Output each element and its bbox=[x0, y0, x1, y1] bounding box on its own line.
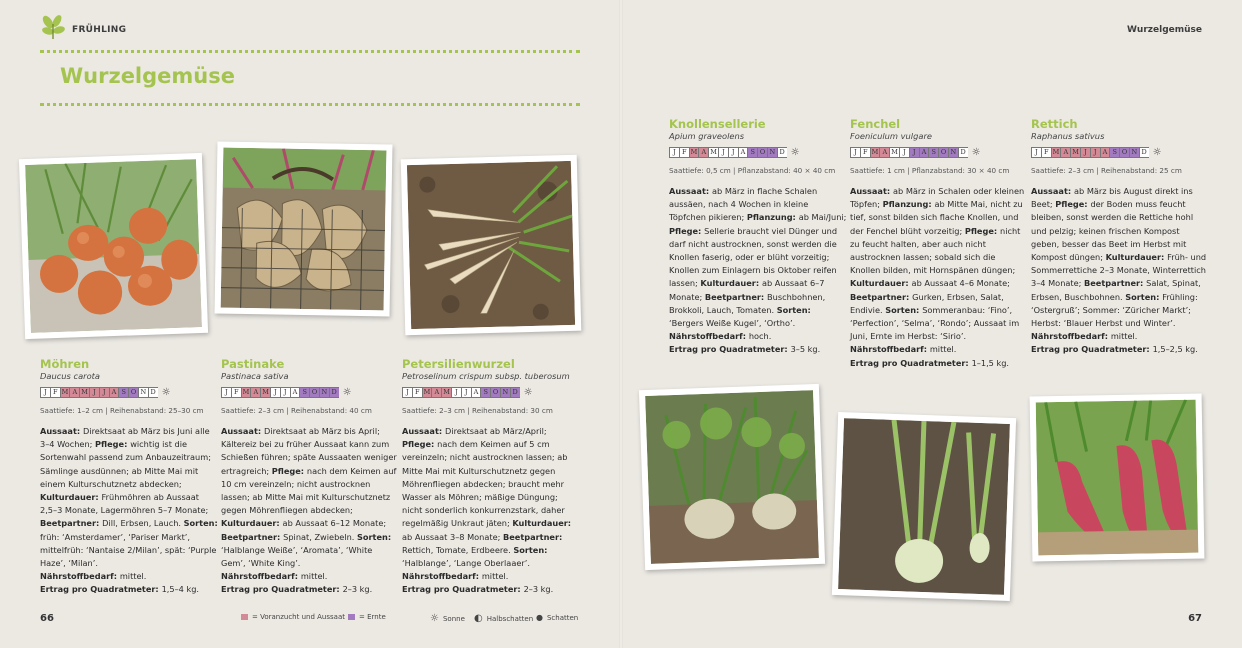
sun-icon: ☼ bbox=[161, 387, 171, 398]
field-text: mittel. bbox=[300, 571, 328, 582]
field-label: Nährstoffbedarf: bbox=[850, 344, 930, 355]
calendar-month: J bbox=[221, 387, 231, 398]
field-label: Nährstoffbedarf: bbox=[221, 571, 301, 582]
calendar-month: M bbox=[708, 147, 718, 158]
calendar-month: N bbox=[319, 387, 329, 398]
field-label: Kulturdauer: bbox=[1105, 252, 1168, 263]
field-text: nach dem Keimen auf 5 cm vereinzeln; nicht austrocknen lassen; ab Mitte Mai mit Kulturschutznetz gegen Möhrenfliegen abdecken; braucht mehr Wasser als Möhren; mäßige Düngung; nicht sonderlich konkurrenzstark, daher regelmäßig Unkraut jäten; bbox=[402, 439, 568, 529]
calendar-month: N bbox=[138, 387, 148, 398]
field-label: Aussaat: bbox=[40, 426, 84, 436]
sun-icon: ☼ bbox=[790, 147, 800, 158]
plant-spacing: Saattiefe: 2–3 cm | Reihenabstand: 40 cm bbox=[221, 406, 372, 415]
calendar-month: M bbox=[441, 387, 451, 398]
calendar-month: J bbox=[270, 387, 280, 398]
field-label: Pflege: bbox=[402, 439, 438, 450]
plant-name: Petersilienwurzel bbox=[402, 357, 515, 371]
field-text: Frühmöhren ab Aussaat 2,5–3 Monate, Lagermöhren 5–7 Monate; bbox=[40, 492, 209, 516]
field-label: Ertrag pro Quadratmeter: bbox=[402, 584, 524, 595]
plant-name: Rettich bbox=[1031, 117, 1078, 131]
calendar-month: N bbox=[767, 147, 777, 158]
field-text: mittel. bbox=[119, 571, 147, 582]
field-label: Beetpartner: bbox=[1084, 278, 1147, 289]
calendar-month: A bbox=[431, 387, 441, 398]
sun-icon: ☼ bbox=[1152, 147, 1162, 158]
field-label: Aussaat: bbox=[402, 426, 446, 436]
plant-latin-name: Daucus carota bbox=[40, 371, 100, 381]
field-label: Beetpartner: bbox=[704, 291, 768, 302]
calendar-month: D bbox=[148, 387, 158, 398]
parsley-root-photo bbox=[401, 155, 582, 336]
plant-description bbox=[1031, 185, 1209, 357]
legend-halbschatten bbox=[474, 613, 533, 624]
field-text: mittel. bbox=[929, 344, 957, 355]
calendar-month: J bbox=[461, 387, 471, 398]
field-text: ab Aussaat 6–12 Monate; bbox=[282, 518, 387, 529]
legend-schatten bbox=[536, 613, 578, 622]
plant-latin-name: Foeniculum vulgare bbox=[850, 131, 932, 141]
field-text: ab März bis August direkt ins Beet; bbox=[1031, 186, 1193, 210]
calendar-month: N bbox=[500, 387, 510, 398]
calendar-month: M bbox=[260, 387, 270, 398]
field-text: Sellerie braucht viel Dünger und darf nicht austrocknen, sonst werden die Knollen faserig, oder er blüht vorzeitig; Knollen zum Einlagern bis Oktober reifen lassen; bbox=[669, 225, 838, 289]
field-text: ‘Bergers Weiße Kugel’, ‘Ortho’. bbox=[669, 318, 796, 329]
field-text: ‘Halblange Weiße’, ‘Aromata’, ‘White Gem’, ‘White King’. bbox=[221, 544, 373, 569]
sun-icon: ☼ bbox=[342, 387, 352, 398]
legend-vorzucht bbox=[241, 613, 345, 621]
field-text: 3–5 kg. bbox=[790, 344, 821, 355]
field-text: nicht zu feucht halten, aber auch nicht austrocknen lassen; sobald sich die Knollen bilden, mit Hornspänen düngen; bbox=[850, 225, 1021, 276]
calendar-month: S bbox=[747, 147, 757, 158]
calendar-month: N bbox=[1129, 147, 1139, 158]
plant-entry bbox=[1031, 117, 1209, 357]
field-label: Nährstoffbedarf: bbox=[669, 331, 749, 342]
calendar-month: J bbox=[40, 387, 50, 398]
plant-entry bbox=[221, 357, 399, 597]
plant-description bbox=[669, 185, 847, 357]
field-text: Direktsaat ab März bis Juni alle 3–4 Wochen; bbox=[40, 426, 210, 450]
calendar-month: J bbox=[89, 387, 99, 398]
dotted-divider-bottom bbox=[40, 103, 580, 106]
field-label: Ertrag pro Quadratmeter: bbox=[669, 344, 791, 355]
calendar-month: J bbox=[451, 387, 461, 398]
fennel-photo bbox=[832, 412, 1016, 601]
plant-entry bbox=[402, 357, 580, 597]
field-label: Kulturdauer: bbox=[221, 518, 283, 529]
calendar-month: A bbox=[1100, 147, 1110, 158]
calendar-month: A bbox=[250, 387, 260, 398]
field-text: ab Aussaat 3–8 Monate; bbox=[402, 531, 503, 542]
calendar-month: N bbox=[948, 147, 958, 158]
calendar-month: J bbox=[1080, 147, 1090, 158]
calendar-month: J bbox=[1090, 147, 1100, 158]
page-number-left: 66 bbox=[40, 613, 54, 624]
book-gutter bbox=[619, 0, 623, 648]
field-label: Sorten: bbox=[776, 304, 811, 315]
sowing-calendar bbox=[669, 147, 847, 158]
calendar-month: S bbox=[118, 387, 128, 398]
calendar-month: S bbox=[480, 387, 490, 398]
field-text: mittel. bbox=[1110, 331, 1138, 342]
dotted-divider-top bbox=[40, 50, 580, 53]
field-label: Beetpartner: bbox=[503, 531, 563, 542]
field-text: ab Mitte Mai, nicht zu tief, sonst bilden sich flache Knollen, und der Fenchel blüht vorzeitig; bbox=[850, 199, 1023, 236]
calendar-month: O bbox=[309, 387, 319, 398]
field-text: mittel. bbox=[481, 571, 509, 582]
field-label: Pflege: bbox=[271, 465, 307, 476]
calendar-month: O bbox=[938, 147, 948, 158]
plant-entry bbox=[669, 117, 847, 357]
field-label: Pflege: bbox=[95, 439, 131, 450]
calendar-month: J bbox=[669, 147, 679, 158]
calendar-month: M bbox=[422, 387, 432, 398]
calendar-month: J bbox=[402, 387, 412, 398]
legend-ernte bbox=[348, 613, 386, 621]
field-text: Frühling: ‘Ostergruß’; Sommer: ‘Züricher Markt’; Herbst: ‘Blauer Herbst und Winter’. bbox=[1031, 291, 1198, 329]
calendar-month: J bbox=[1031, 147, 1041, 158]
field-label: Pflege: bbox=[964, 225, 1001, 236]
calendar-month: O bbox=[128, 387, 138, 398]
field-label: Ertrag pro Quadratmeter: bbox=[850, 357, 972, 368]
field-text: ab März in flache Schalen aussäen, nach 4 Wochen in kleine Töpfchen pikieren; bbox=[669, 186, 818, 223]
plant-latin-name: Petroselinum crispum subsp. tuberosum bbox=[402, 371, 570, 381]
field-label: Nährstoffbedarf: bbox=[40, 571, 120, 582]
field-label: Aussaat: bbox=[1031, 186, 1075, 196]
field-label: Beetpartner: bbox=[221, 531, 284, 542]
field-label: Beetpartner: bbox=[850, 291, 913, 302]
calendar-month: M bbox=[1070, 147, 1080, 158]
calendar-month: M bbox=[889, 147, 899, 158]
field-text: 1,5–2,5 kg. bbox=[1152, 344, 1198, 355]
plant-description bbox=[40, 425, 218, 597]
plant-latin-name: Apium graveolens bbox=[669, 131, 745, 141]
field-text: nach dem Keimen auf 10 cm vereinzeln; nicht austrocknen lassen; ab Mitte Mai mit Kulturschutznetz gegen Möhrenfliegen abdecken; bbox=[221, 465, 397, 516]
calendar-month: M bbox=[689, 147, 699, 158]
calendar-month: A bbox=[109, 387, 119, 398]
field-label: Aussaat: bbox=[850, 186, 894, 196]
field-label: Kulturdauer: bbox=[512, 518, 572, 529]
field-text: wichtig ist die Sortenwahl passend zum Anbauzeitraum; Sämlinge ausdünnen; ab Mitte Mai mit einem Kulturschutznetz abdecken; bbox=[40, 439, 211, 489]
field-text: Salat, Spinat, Erbsen, Buschbohnen. bbox=[1031, 278, 1201, 302]
field-label: Sorten: bbox=[513, 544, 548, 555]
calendar-month: F bbox=[679, 147, 689, 158]
plant-spacing: Saattiefe: 0,5 cm | Pflanzabstand: 40 × 40 cm bbox=[669, 166, 836, 175]
field-text: Sommeranbau: ‘Fino’, ‘Perfection’, ‘Selma’, ‘Rondo’; Aussaat im Juni, Ernte im Herbst: ‘Sirio’. bbox=[850, 304, 1020, 342]
field-text: Rettich, Tomate, Erdbeere. bbox=[402, 544, 514, 555]
plant-entry bbox=[850, 117, 1028, 370]
legend-vorzucht-label: = Voranzucht und Aussaat bbox=[252, 613, 345, 621]
calendar-month: A bbox=[1060, 147, 1070, 158]
shade-icon: ● bbox=[536, 613, 543, 622]
field-text: der Boden muss feucht bleiben, sonst werden die Rettiche hohl und pelzig; keinen frischen Kompost geben, besser das Beet im Herbst mit Kompost düngen; bbox=[1031, 199, 1194, 263]
field-text: Direktsaat ab März bis April; Kältereiz bei zu früher Aussaat kann zum Schießen führen; späte Aussaaten weniger ertragreich; bbox=[221, 426, 397, 476]
field-label: Aussaat: bbox=[669, 186, 713, 196]
plant-name: Knollensellerie bbox=[669, 117, 766, 131]
plant-latin-name: Raphanus sativus bbox=[1031, 131, 1105, 141]
parsnip-basket-photo bbox=[215, 141, 393, 316]
calendar-month: A bbox=[879, 147, 889, 158]
calendar-month: S bbox=[1109, 147, 1119, 158]
sowing-calendar bbox=[40, 387, 218, 398]
sowing-calendar bbox=[221, 387, 399, 398]
calendar-month: D bbox=[329, 387, 339, 398]
calendar-month: F bbox=[231, 387, 241, 398]
calendar-month: A bbox=[698, 147, 708, 158]
calendar-month: J bbox=[280, 387, 290, 398]
celeriac-photo bbox=[639, 384, 825, 570]
plant-description bbox=[850, 185, 1028, 370]
plant-entry bbox=[40, 357, 218, 597]
field-text: 1,5–4 kg. bbox=[161, 584, 200, 595]
page-number-right: 67 bbox=[1188, 613, 1202, 624]
field-label: Kulturdauer: bbox=[850, 278, 912, 289]
calendar-month: O bbox=[757, 147, 767, 158]
calendar-month: F bbox=[50, 387, 60, 398]
running-header: Wurzelgemüse bbox=[1127, 25, 1202, 35]
calendar-month: A bbox=[919, 147, 929, 158]
calendar-month: D bbox=[777, 147, 787, 158]
legend-schatten-label: Schatten bbox=[546, 613, 579, 622]
radish-photo bbox=[1030, 394, 1205, 562]
legend-sonne-label: Sonne bbox=[442, 614, 465, 623]
calendar-month: M bbox=[79, 387, 89, 398]
sowing-calendar bbox=[850, 147, 1028, 158]
plant-spacing: Saattiefe: 1–2 cm | Reihenabstand: 25–30 cm bbox=[40, 406, 204, 415]
calendar-month: J bbox=[850, 147, 860, 158]
field-label: Pflege: bbox=[1055, 199, 1091, 210]
field-text: ab Mai/Juni; bbox=[798, 212, 847, 223]
field-label: Pflanzung: bbox=[882, 199, 935, 210]
calendar-month: S bbox=[299, 387, 309, 398]
field-text: Dill, Erbsen, Lauch. bbox=[102, 518, 184, 529]
sun-icon: ☼ bbox=[430, 613, 439, 624]
calendar-month: F bbox=[412, 387, 422, 398]
calendar-month: A bbox=[290, 387, 300, 398]
calendar-month: A bbox=[471, 387, 481, 398]
leaf-icon bbox=[40, 14, 66, 40]
half-shade-icon: ◐ bbox=[474, 613, 483, 624]
calendar-month: F bbox=[1041, 147, 1051, 158]
plant-description bbox=[402, 425, 580, 597]
field-label: Ertrag pro Quadratmeter: bbox=[1031, 344, 1153, 355]
plant-name: Pastinake bbox=[221, 357, 285, 371]
field-text: Gurken, Erbsen, Salat, Endivie. bbox=[850, 291, 1004, 315]
field-text: ab März in Schalen oder kleinen Töpfen; bbox=[850, 186, 1025, 210]
calendar-month: D bbox=[958, 147, 968, 158]
calendar-month: J bbox=[909, 147, 919, 158]
sun-icon: ☼ bbox=[523, 387, 533, 398]
field-label: Ertrag pro Quadratmeter: bbox=[40, 584, 162, 595]
field-text: Spinat, Zwiebeln. bbox=[283, 531, 357, 542]
plant-spacing: Saattiefe: 1 cm | Pflanzabstand: 30 × 40 cm bbox=[850, 166, 1010, 175]
field-label: Beetpartner: bbox=[40, 518, 103, 529]
legend-sonne bbox=[430, 613, 465, 624]
field-label: Kulturdauer: bbox=[40, 492, 102, 503]
calendar-month: S bbox=[928, 147, 938, 158]
ernte-swatch bbox=[348, 614, 355, 620]
field-text: ab Aussaat 6–7 Monate; bbox=[669, 278, 825, 302]
legend-ernte-label: = Ernte bbox=[359, 613, 386, 621]
calendar-month: D bbox=[1139, 147, 1149, 158]
field-label: Aussaat: bbox=[221, 426, 265, 436]
field-label: Nährstoffbedarf: bbox=[1031, 331, 1111, 342]
calendar-month: M bbox=[60, 387, 70, 398]
calendar-month: D bbox=[510, 387, 520, 398]
calendar-month: M bbox=[870, 147, 880, 158]
vorzucht-swatch bbox=[241, 614, 248, 620]
calendar-month: J bbox=[718, 147, 728, 158]
calendar-month: M bbox=[241, 387, 251, 398]
calendar-month: O bbox=[490, 387, 500, 398]
season-label: FRÜHLING bbox=[72, 25, 127, 35]
field-text: Direktsaat ab März/April; bbox=[445, 426, 547, 436]
page-title: Wurzelgemüse bbox=[60, 64, 235, 88]
field-text: ab Aussaat 4–6 Monate; bbox=[911, 278, 1010, 289]
carrots-photo bbox=[19, 153, 208, 339]
field-label: Sorten: bbox=[885, 304, 923, 315]
field-text: früh: ‘Amsterdamer’, ‘Pariser Markt’, mittelfrüh: ‘Nantaise 2/Milan’, spät: ‘Purple Haze’, ‘Milan’. bbox=[40, 531, 217, 569]
sowing-calendar bbox=[402, 387, 580, 398]
legend-halbschatten-label: Halbschatten bbox=[486, 614, 534, 623]
calendar-month: J bbox=[99, 387, 109, 398]
calendar-month: F bbox=[860, 147, 870, 158]
calendar-month: A bbox=[738, 147, 748, 158]
plant-spacing: Saattiefe: 2–3 cm | Reihenabstand: 25 cm bbox=[1031, 166, 1182, 175]
field-text: 2–3 kg. bbox=[342, 584, 373, 595]
plant-latin-name: Pastinaca sativa bbox=[221, 371, 289, 381]
sun-icon: ☼ bbox=[971, 147, 981, 158]
field-label: Kulturdauer: bbox=[700, 278, 762, 289]
field-label: Pflege: bbox=[669, 225, 705, 236]
field-text: hoch. bbox=[748, 331, 772, 342]
field-label: Nährstoffbedarf: bbox=[402, 571, 482, 582]
calendar-month: A bbox=[69, 387, 79, 398]
field-label: Sorten: bbox=[356, 531, 392, 542]
plant-description bbox=[221, 425, 399, 597]
field-text: Buschbohnen, Brokkoli, Lauch, Tomaten. bbox=[669, 291, 826, 315]
calendar-month: M bbox=[1051, 147, 1061, 158]
plant-name: Fenchel bbox=[850, 117, 901, 131]
field-label: Pflanzung: bbox=[746, 212, 799, 223]
plant-spacing: Saattiefe: 2–3 cm | Reihenabstand: 30 cm bbox=[402, 406, 553, 415]
field-text: Früh- und Sommerrettiche 2–3 Monate, Winterrettich 3–4 Monate; bbox=[1031, 252, 1207, 289]
sowing-calendar bbox=[1031, 147, 1209, 158]
calendar-month: J bbox=[899, 147, 909, 158]
field-label: Sorten: bbox=[183, 518, 218, 529]
plant-name: Möhren bbox=[40, 357, 90, 371]
field-label: Ertrag pro Quadratmeter: bbox=[221, 584, 343, 595]
field-text: 1–1,5 kg. bbox=[971, 357, 1010, 368]
calendar-month: J bbox=[728, 147, 738, 158]
field-text: ‘Halblange’, ‘Lange Oberlaaer’. bbox=[402, 558, 530, 569]
calendar-month: O bbox=[1119, 147, 1129, 158]
field-label: Sorten: bbox=[1125, 291, 1163, 302]
field-text: 2–3 kg. bbox=[523, 584, 554, 595]
